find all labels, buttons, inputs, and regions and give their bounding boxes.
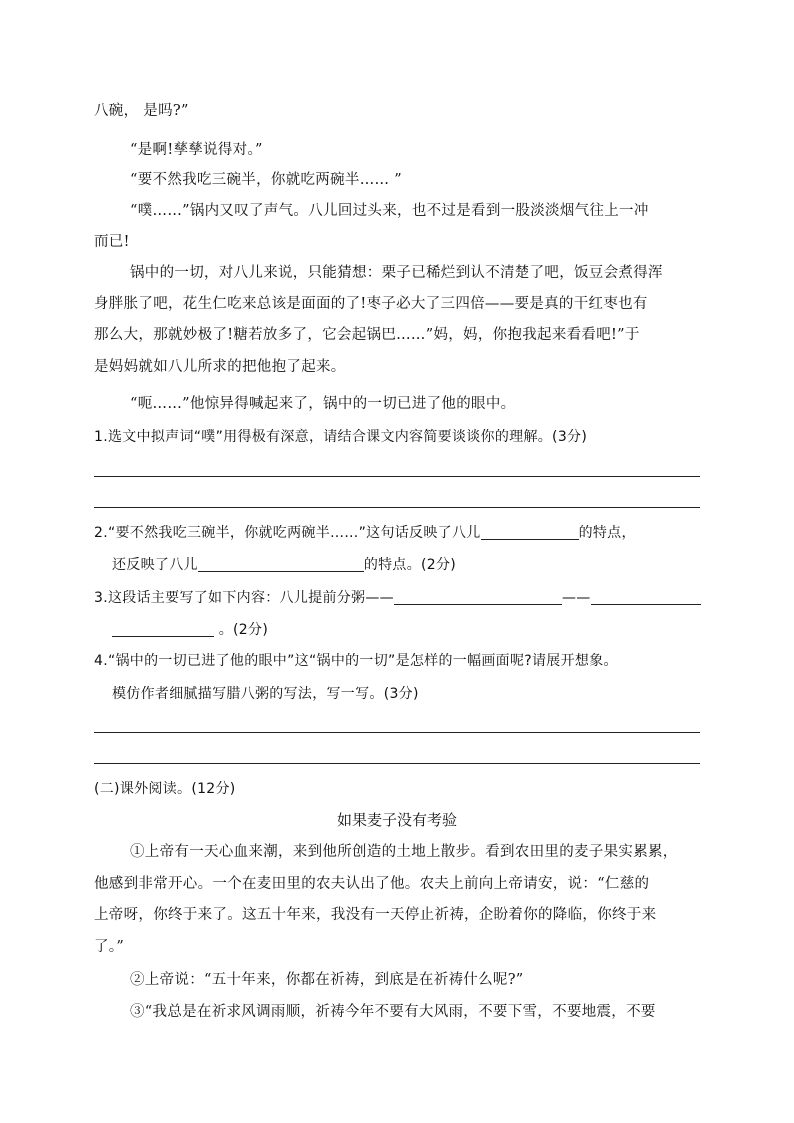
article-line: 了。” — [94, 939, 125, 955]
passage-line: 那么大，那就妙极了!糖若放多了，它会起锅巴……”妈，妈，你抱我起来看看吧!”于 — [94, 327, 640, 343]
passage-line: 锅中的一切，对八儿来说，只能猜想：栗子已稀烂到认不清楚了吧，饭豆会煮得浑 — [130, 265, 663, 281]
passage-line: “呃……”他惊异得喊起来了，锅中的一切已进了他的眼中。 — [130, 396, 516, 412]
question-2-text: 2.“要不然我吃三碗半，你就吃两碗半……”这句话反映了八儿 — [94, 525, 481, 541]
answer-blank[interactable] — [112, 620, 214, 637]
answer-blank[interactable] — [481, 523, 579, 540]
answer-line[interactable] — [94, 763, 700, 764]
answer-blank[interactable] — [591, 588, 701, 605]
answer-line[interactable] — [94, 476, 700, 477]
article-line: ①上帝有一天心血来潮，来到他所创造的土地上散步。看到农田里的麦子果实累累， — [130, 844, 678, 860]
question-3-cont — [112, 620, 700, 640]
answer-blank[interactable] — [198, 555, 364, 572]
question-4-cont: 模仿作者细腻描写腊八粥的写法，写一写。(3分) — [112, 686, 419, 702]
question-1: 1.选文中拟声词“噗”用得极有深意，请结合课文内容简要谈谈你的理解。(3分) — [94, 429, 588, 445]
question-3 — [94, 588, 700, 608]
article-title: 如果麦子没有考验 — [336, 811, 457, 829]
question-2-text: 的特点。(2分) — [363, 557, 457, 573]
answer-line[interactable] — [94, 507, 700, 508]
passage-line: 八碗， 是吗?” — [94, 103, 189, 119]
passage-line: 身胖胀了吧，花生仁吃来总该是面面的了!枣子必大了三四倍——要是真的干红枣也有 — [94, 296, 648, 312]
article-line: 上帝呀，你终于来了。这五十年来，我没有一天停止祈祷，企盼着你的降临，你终于来 — [94, 907, 657, 923]
question-3-text: 3.这段话主要写了如下内容：八儿提前分粥—— — [94, 590, 394, 606]
passage-line: 是妈妈就如八儿所求的把他抱了起来。 — [94, 359, 346, 375]
passage-line: “要不然我吃三碗半，你就吃两碗半…… ” — [130, 172, 402, 188]
article-line: ③“我总是在祈求风调雨顺，祈祷今年不要有大风雨，不要下雪，不要地震，不要 — [130, 1004, 656, 1020]
question-3-text: 。(2分) — [214, 622, 269, 638]
answer-blank[interactable] — [394, 588, 562, 605]
section-heading: (二)课外阅读。(12分) — [94, 781, 236, 797]
question-2-text: 还反映了八儿 — [112, 557, 198, 573]
passage-line: “是啊!孳孳说得对。” — [130, 142, 263, 158]
passage-line: 而已! — [94, 234, 130, 250]
answer-line[interactable] — [94, 732, 700, 733]
question-2-text: 的特点， — [578, 525, 636, 541]
article-line: ②上帝说：“五十年来，你都在祈祷，到底是在祈祷什么呢?” — [130, 972, 524, 988]
question-4: 4.“锅中的一切已进了他的眼中”这“锅中的一切”是怎样的一幅画面呢?请展开想象。 — [94, 653, 618, 669]
question-3-text: —— — [561, 590, 591, 606]
question-2-cont — [112, 555, 700, 575]
article-line: 他感到非常开心。一个在麦田里的农夫认出了他。农夫上前向上帝请安，说：“仁慈的 — [94, 876, 650, 892]
passage-line: “噗……”锅内又叹了声气。八儿回过头来，也不过是看到一股淡淡烟气往上一冲 — [130, 203, 649, 219]
question-2 — [94, 523, 700, 543]
